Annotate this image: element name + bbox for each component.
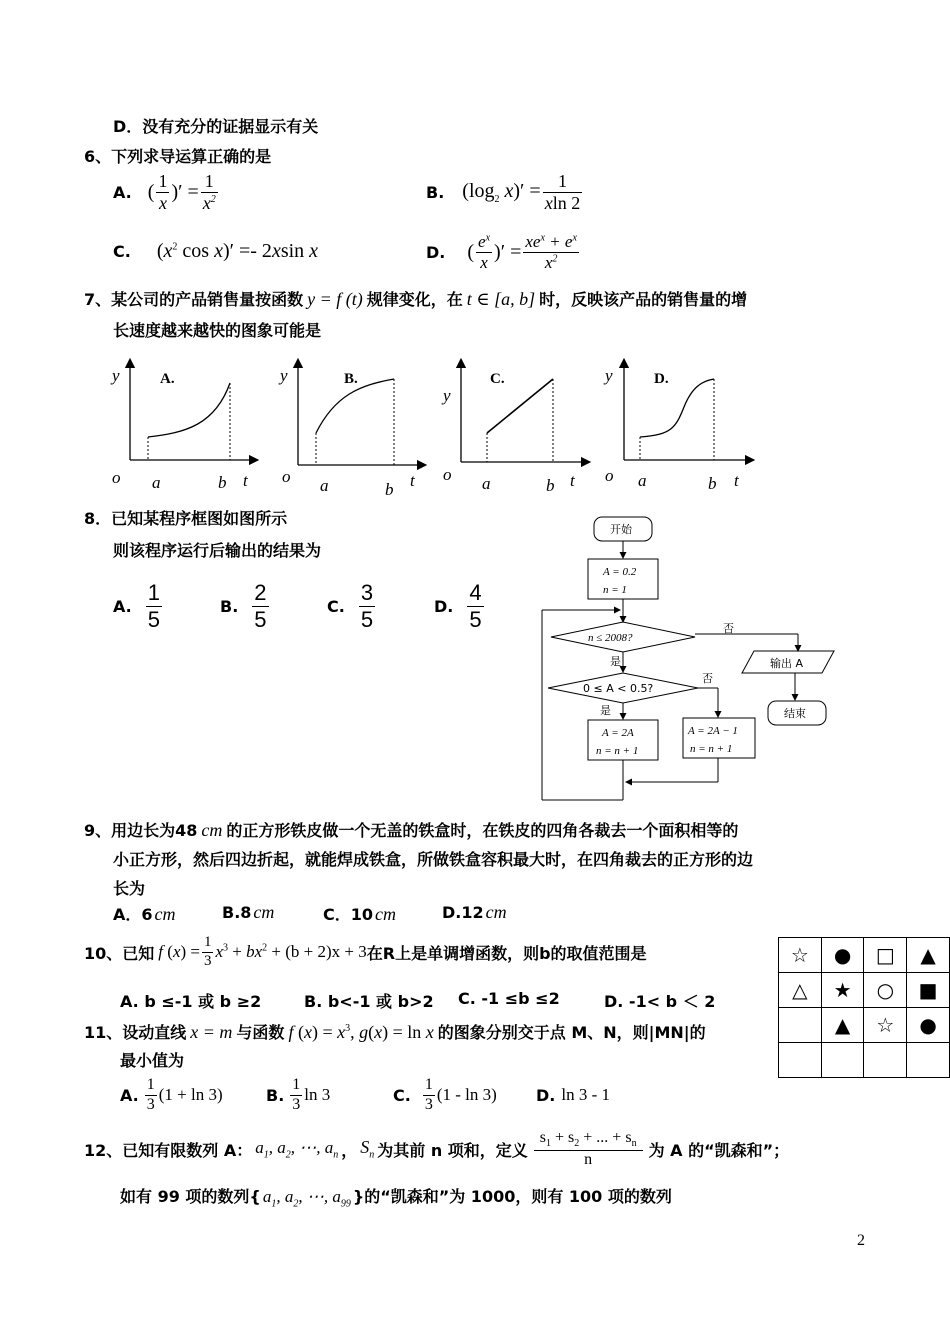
graph-d bbox=[603, 363, 750, 493]
q6-option-d: D. ( $\frac{e^x}{x}$ )′ = $\frac{xe^x + e^x}{x^2}$ bbox=[426, 231, 577, 272]
q6-option-c: C. ($x^2$ cos x)′ =- 2xsin x bbox=[113, 239, 319, 262]
graph-d-label: D. bbox=[654, 371, 669, 387]
flow-yes-1: 是 bbox=[610, 655, 621, 668]
svg-text:b: b bbox=[218, 473, 227, 492]
q10-option-b: B. b<-1 或 b>2 bbox=[304, 992, 434, 1011]
q7-graphs bbox=[0, 355, 950, 505]
sym-cell: ○ bbox=[864, 973, 907, 1008]
flow-yes-box-2: n = n + 1 bbox=[596, 745, 639, 757]
flow-output-text: 输出 A bbox=[770, 657, 804, 670]
svg-text:b: b bbox=[385, 480, 394, 499]
svg-text:b: b bbox=[546, 476, 555, 495]
q8-flowchart bbox=[530, 510, 850, 805]
flow-cond2-text: 0 ≤ A < 0.5? bbox=[583, 682, 654, 695]
q11-option-c: C. $\frac{1}{3}$ (1 - ln 3) bbox=[393, 1076, 497, 1113]
q6-option-b: B. ($\log_2$ x)′ = $\frac{1}{xln 2}$ bbox=[426, 170, 581, 213]
symbol-grid bbox=[778, 937, 950, 1078]
q8-option-b: B. $\frac{2}{5}$ bbox=[220, 580, 267, 632]
q10-option-a: A. b ≤-1 或 b ≥2 bbox=[120, 992, 262, 1011]
q12-line2: 如有 99 项的数列{ $a_1$, $a_2$, ⋯, $a_{99}$ }的“凯森和”为 1000，则有 100 项的数列 bbox=[120, 1187, 672, 1210]
svg-text:y: y bbox=[605, 366, 613, 385]
sym-cell: □ bbox=[864, 938, 907, 973]
q9-line1: 9、用边长为48 cm 的正方形铁皮做一个无盖的铁盒时，在铁皮的四角各裁去一个面积相等的 bbox=[84, 820, 739, 840]
sym-cell: ▲ bbox=[821, 1008, 864, 1043]
q11-option-b: B. $\frac{1}{3}$ ln 3 bbox=[266, 1076, 331, 1113]
q6-label-a: A. bbox=[113, 182, 132, 202]
sym-cell bbox=[779, 1008, 822, 1043]
svg-text:o: o bbox=[605, 466, 614, 485]
q11-option-a: A. $\frac{1}{3}$ (1 + ln 3) bbox=[120, 1076, 223, 1113]
q8-stem-1: 8．已知某程序框图如图所示 bbox=[84, 509, 288, 528]
q9-option-c: C．10 cm bbox=[323, 904, 397, 924]
q9-option-a: A．6 cm bbox=[113, 904, 176, 924]
flow-init-2: n = 1 bbox=[603, 584, 627, 596]
svg-text:o: o bbox=[282, 467, 291, 486]
svg-text:t: t bbox=[410, 471, 415, 490]
q9-line3: 长为 bbox=[113, 879, 146, 898]
q8-option-c: C. $\frac{3}{5}$ bbox=[327, 580, 374, 632]
svg-text:a: a bbox=[638, 471, 647, 490]
svg-text:a: a bbox=[320, 476, 329, 495]
sym-cell bbox=[907, 1043, 950, 1078]
graph-a-y: y bbox=[112, 366, 120, 385]
sym-cell: ☆ bbox=[779, 938, 822, 973]
flow-end-text: 结束 bbox=[784, 707, 806, 720]
sym-cell: ● bbox=[821, 938, 864, 973]
q9-option-d: D.12 cm bbox=[442, 902, 507, 922]
q12-stem: 12、已知有限数列 A： $a_1$, $a_2$, ⋯, $a_n$ ， $S_n$ 为其前 n 项和，定义 $\frac{s_1 + s_2 + ... + s_n}{n}$ 为 A 的“凯森和”； bbox=[84, 1128, 790, 1168]
sym-cell bbox=[864, 1043, 907, 1078]
svg-text:o: o bbox=[112, 468, 121, 487]
sym-cell: ★ bbox=[821, 973, 864, 1008]
q11-option-d: D. ln 3 - 1 bbox=[536, 1085, 610, 1105]
svg-text:y: y bbox=[280, 366, 288, 385]
graph-c bbox=[441, 363, 586, 495]
q9-line2: 小正方形，然后四边折起，就能焊成铁盒，所做铁盒容积最大时，在四角裁去的正方形的边 bbox=[113, 850, 754, 869]
flow-yes-box-1: A = 2A bbox=[602, 727, 634, 739]
flow-start-text: 开始 bbox=[610, 523, 632, 536]
flow-no-2: 否 bbox=[702, 672, 713, 685]
q8-option-d: D. $\frac{4}{5}$ bbox=[434, 580, 482, 632]
sym-cell bbox=[821, 1043, 864, 1078]
q11-stem-line2: 最小值为 bbox=[120, 1051, 185, 1070]
q5-option-d: D．没有充分的证据显示有关 bbox=[113, 117, 319, 136]
sym-cell: △ bbox=[779, 973, 822, 1008]
q9-option-b: B.8 cm bbox=[222, 902, 275, 922]
q6-option-a: A. ( $\frac{1}{x}$ )′ = $\frac{1}{x^2}$ bbox=[113, 170, 216, 213]
sym-cell: ☆ bbox=[864, 1008, 907, 1043]
flow-no-box-1: A = 2A − 1 bbox=[688, 725, 738, 737]
q10-option-c: C. -1 ≤b ≤2 bbox=[458, 989, 560, 1008]
q6-label-c: C. bbox=[113, 241, 131, 261]
svg-text:y: y bbox=[443, 386, 451, 405]
flow-no-1: 否 bbox=[723, 622, 734, 635]
q11-stem: 11、设动直线 x = m 与函数 f $(x) = x^3$, g(x) = ln x 的图象分别交于点 M、N，则|MN|的 bbox=[84, 1022, 706, 1042]
q7-stem: 7、某公司的产品销售量按函数 y = f (t) 规律变化，在 t ∈ [a, b] 时，反映该产品的销售量的增 bbox=[84, 289, 748, 309]
svg-text:t: t bbox=[570, 471, 575, 490]
graph-b bbox=[278, 363, 422, 499]
q7-stem-line2: 长速度越来越快的图象可能是 bbox=[113, 321, 322, 340]
q8-option-a: A. $\frac{1}{5}$ bbox=[113, 580, 161, 632]
svg-text:b: b bbox=[708, 474, 717, 493]
q6-label-b: B. bbox=[426, 182, 445, 202]
sym-cell bbox=[779, 1043, 822, 1078]
flow-yes-2: 是 bbox=[600, 704, 611, 717]
graph-a bbox=[110, 363, 254, 492]
page-number: 2 bbox=[857, 1232, 865, 1249]
flow-no-box-2: n = n + 1 bbox=[690, 743, 733, 755]
svg-text:t: t bbox=[734, 471, 739, 490]
q10-stem: 10、已知 f (x) = $\frac{1}{3}$ $x^3 + bx^2 + (b + 2)x + 3$ 在R上是单调增函数，则b的取值范围是 bbox=[84, 934, 647, 969]
sym-cell: ▲ bbox=[907, 938, 950, 973]
graph-c-label: C. bbox=[490, 371, 505, 387]
svg-text:a: a bbox=[152, 473, 161, 492]
svg-text:t: t bbox=[243, 471, 248, 490]
q6-label-d: D. bbox=[426, 242, 446, 262]
sym-cell: ● bbox=[907, 1008, 950, 1043]
svg-text:o: o bbox=[443, 465, 452, 484]
q6-stem: 6、下列求导运算正确的是 bbox=[84, 147, 272, 166]
flow-cond1-text: n ≤ 2008? bbox=[588, 632, 633, 644]
svg-text:a: a bbox=[482, 474, 491, 493]
graph-a-label: A. bbox=[160, 371, 175, 387]
sym-cell: ■ bbox=[907, 973, 950, 1008]
graph-b-label: B. bbox=[344, 371, 358, 387]
flow-init-1: A = 0.2 bbox=[603, 566, 637, 578]
q8-stem-2: 则该程序运行后输出的结果为 bbox=[113, 541, 322, 560]
q10-option-d: D. -1< b ＜ 2 bbox=[604, 992, 716, 1011]
